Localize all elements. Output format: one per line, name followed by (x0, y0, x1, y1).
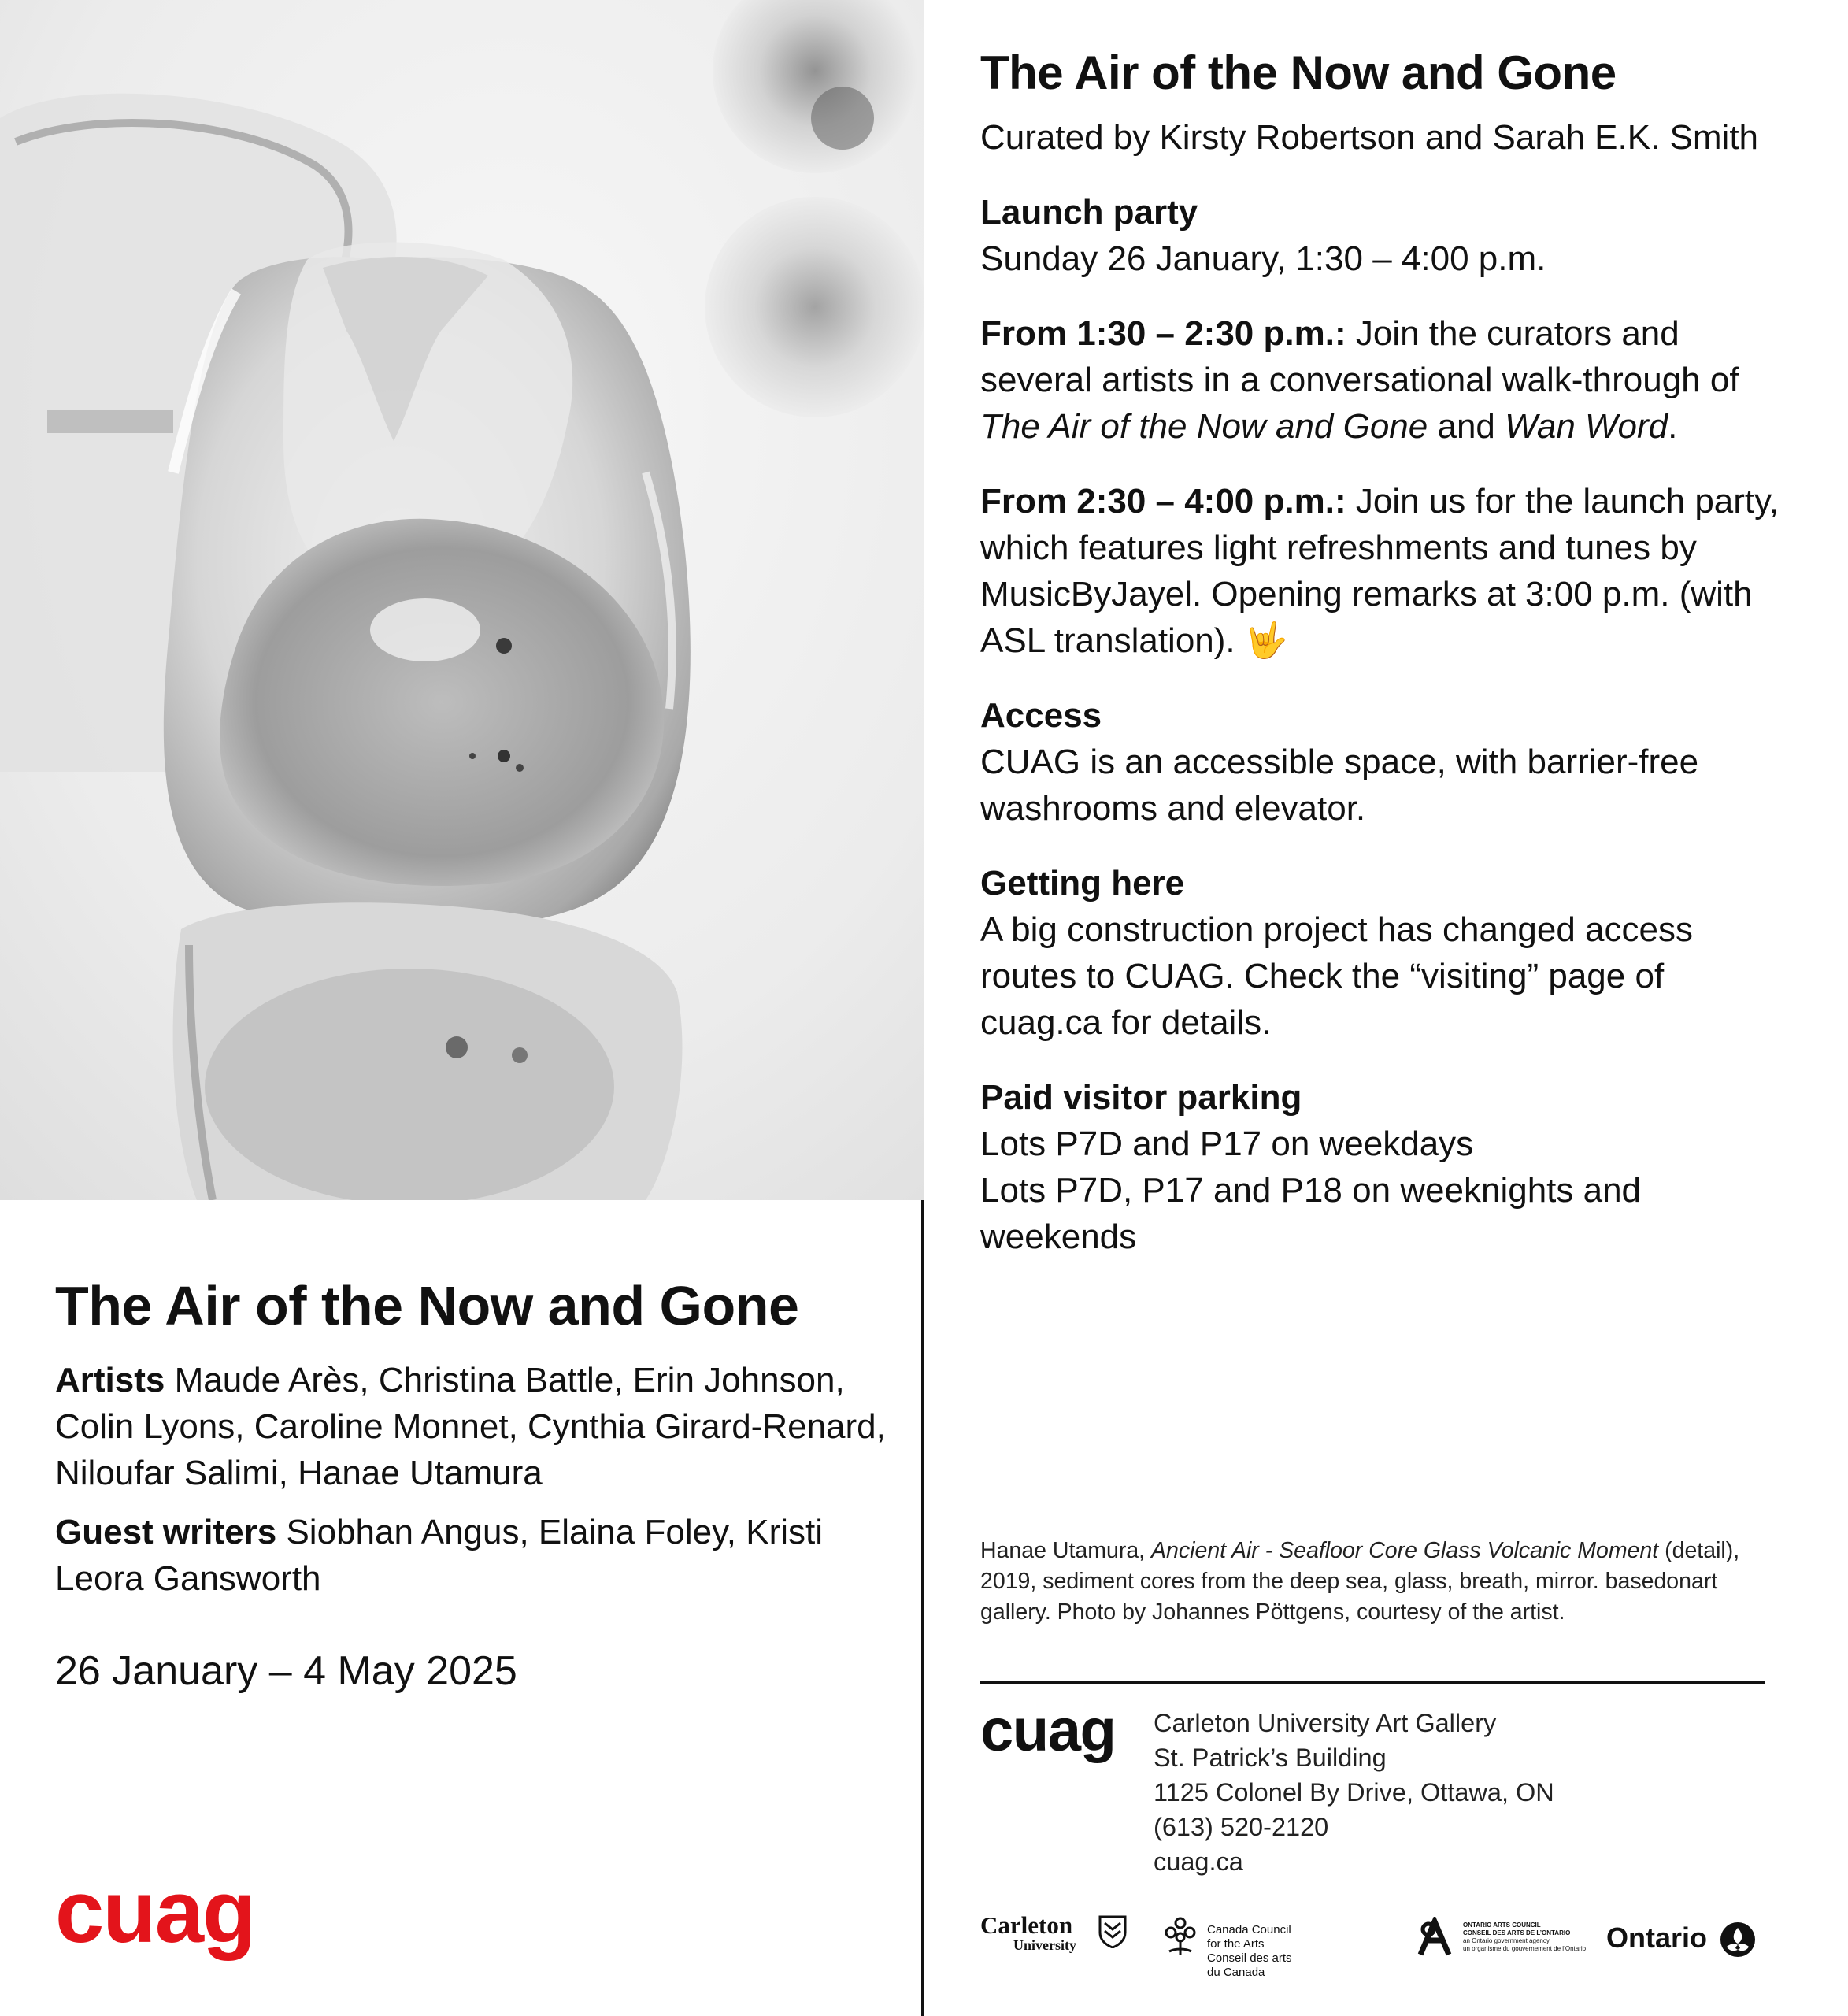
parking-heading: Paid visitor parking (980, 1078, 1302, 1117)
canada-council-icon (1161, 1917, 1199, 1958)
panel-divider (921, 1200, 924, 2016)
walkthrough-title2-italic: Wan Word (1505, 407, 1668, 446)
glass-sculpture-image (0, 0, 924, 1200)
oac-agency-en: an Ontario government agency (1463, 1937, 1550, 1944)
caption-artist: Hanae Utamura, (980, 1538, 1152, 1563)
getting-here-text: A big construction project has changed access routes to CUAG. Check the “visiting” page of cuag.ca for details. (980, 910, 1693, 1042)
oac-name-en: ONTARIO ARTS COUNCIL (1463, 1922, 1541, 1929)
details-title: The Air of the Now and Gone (980, 46, 1617, 99)
party-section (980, 478, 1783, 664)
artists-names: Maude Arès, Christina Battle, Erin Johnson, Colin Lyons, Caroline Monnet, Cynthia Girard-Renard, Niloufar Salimi, Hanae Utamura (55, 1361, 886, 1492)
parking-line-2: Lots P7D, P17 and P18 on weeknights and weekends (980, 1171, 1642, 1256)
walkthrough-text-c: . (1668, 407, 1678, 446)
party-text: Join us for the launch party, which features light refreshments and tunes by MusicByJayel. Opening remarks at 3:00 p.m. (with ASL translation). (980, 482, 1779, 660)
curators-line: Curated by Kirsty Robertson and Sarah E.K. Smith (980, 118, 1759, 157)
canada-council-en: Canada Council for the Arts (1207, 1923, 1291, 1951)
canada-council-fr: Conseil des arts du Canada (1207, 1951, 1292, 1979)
carleton-crest-icon (1098, 1915, 1127, 1948)
carleton-name: Carleton (980, 1911, 1073, 1939)
artwork-photo (0, 0, 924, 1200)
image-caption (980, 1536, 1776, 1628)
parking-section (980, 1074, 1783, 1260)
writers-names: Siobhan Angus, Elaina Foley, Kristi Leora Gansworth (55, 1513, 824, 1598)
gallery-address (1154, 1706, 1554, 1879)
oac-agency-fr: un organisme du gouvernement de l’Ontario (1463, 1945, 1587, 1952)
gallery-building: St. Patrick’s Building (1154, 1744, 1387, 1772)
cuag-logo-black: cuag (980, 1697, 1116, 1764)
caption-work-title: Ancient Air - Seafloor Core Glass Volcanic Moment (1151, 1538, 1659, 1563)
getting-here-heading: Getting here (980, 864, 1185, 902)
footer-rule (980, 1681, 1765, 1684)
walkthrough-title-italic: The Air of the Now and Gone (980, 407, 1428, 446)
walkthrough-section (980, 310, 1783, 450)
party-time: From 2:30 – 4:00 p.m.: (980, 482, 1346, 521)
ontario-logo (1606, 1922, 1756, 1958)
ontario-arts-council-logo (1417, 1917, 1587, 1962)
walkthrough-time: From 1:30 – 2:30 p.m.: (980, 314, 1346, 353)
access-heading: Access (980, 696, 1102, 735)
caption-details: (detail), 2019, sediment cores from the deep sea, glass, breath, mirror. basedonart gallery. Photo by Johannes Pöttgens, courtesy of the artist. (980, 1538, 1740, 1625)
oac-name-fr: CONSEIL DES ARTS DE L’ONTARIO (1463, 1929, 1571, 1936)
artists-list (55, 1357, 905, 1496)
asl-icon: 🤟 (1244, 621, 1288, 660)
oac-icon (1417, 1917, 1458, 1958)
parking-line-1: Lots P7D and P17 on weekdays (980, 1125, 1474, 1163)
gallery-phone: (613) 520-2120 (1154, 1813, 1329, 1841)
gallery-website: cuag.ca (1154, 1847, 1243, 1876)
access-section (980, 692, 1783, 832)
ontario-wordmark: Ontario (1606, 1922, 1708, 1954)
carleton-university: University (1013, 1937, 1076, 1953)
launch-section (980, 189, 1783, 282)
exhibition-title: The Air of the Now and Gone (55, 1275, 799, 1336)
walkthrough-text-a: Join the curators and several artists in a conversational walk-through of (980, 314, 1739, 399)
launch-text: Sunday 26 January, 1:30 – 4:00 p.m. (980, 239, 1546, 278)
sponsor-logos (980, 1911, 1768, 1979)
writers-label: Guest writers (55, 1513, 277, 1551)
canada-council-logo (1161, 1917, 1292, 1979)
artists-label: Artists (55, 1361, 165, 1399)
writers-list (55, 1509, 905, 1602)
launch-heading: Launch party (980, 193, 1198, 232)
getting-here-section (980, 860, 1783, 1046)
gallery-street: 1125 Colonel By Drive, Ottawa, ON (1154, 1778, 1554, 1807)
walkthrough-text-b: and (1428, 407, 1505, 446)
gallery-name: Carleton University Art Gallery (1154, 1709, 1497, 1737)
access-text: CUAG is an accessible space, with barrier-free washrooms and elevator. (980, 743, 1699, 828)
carleton-logo (980, 1911, 1076, 1954)
ontario-trillium-icon (1720, 1922, 1756, 1958)
cuag-logo-red: cuag (55, 1862, 255, 1961)
event-details (980, 46, 1783, 1288)
exhibition-summary (55, 1276, 905, 1695)
exhibition-dates: 26 January – 4 May 2025 (55, 1648, 517, 1694)
